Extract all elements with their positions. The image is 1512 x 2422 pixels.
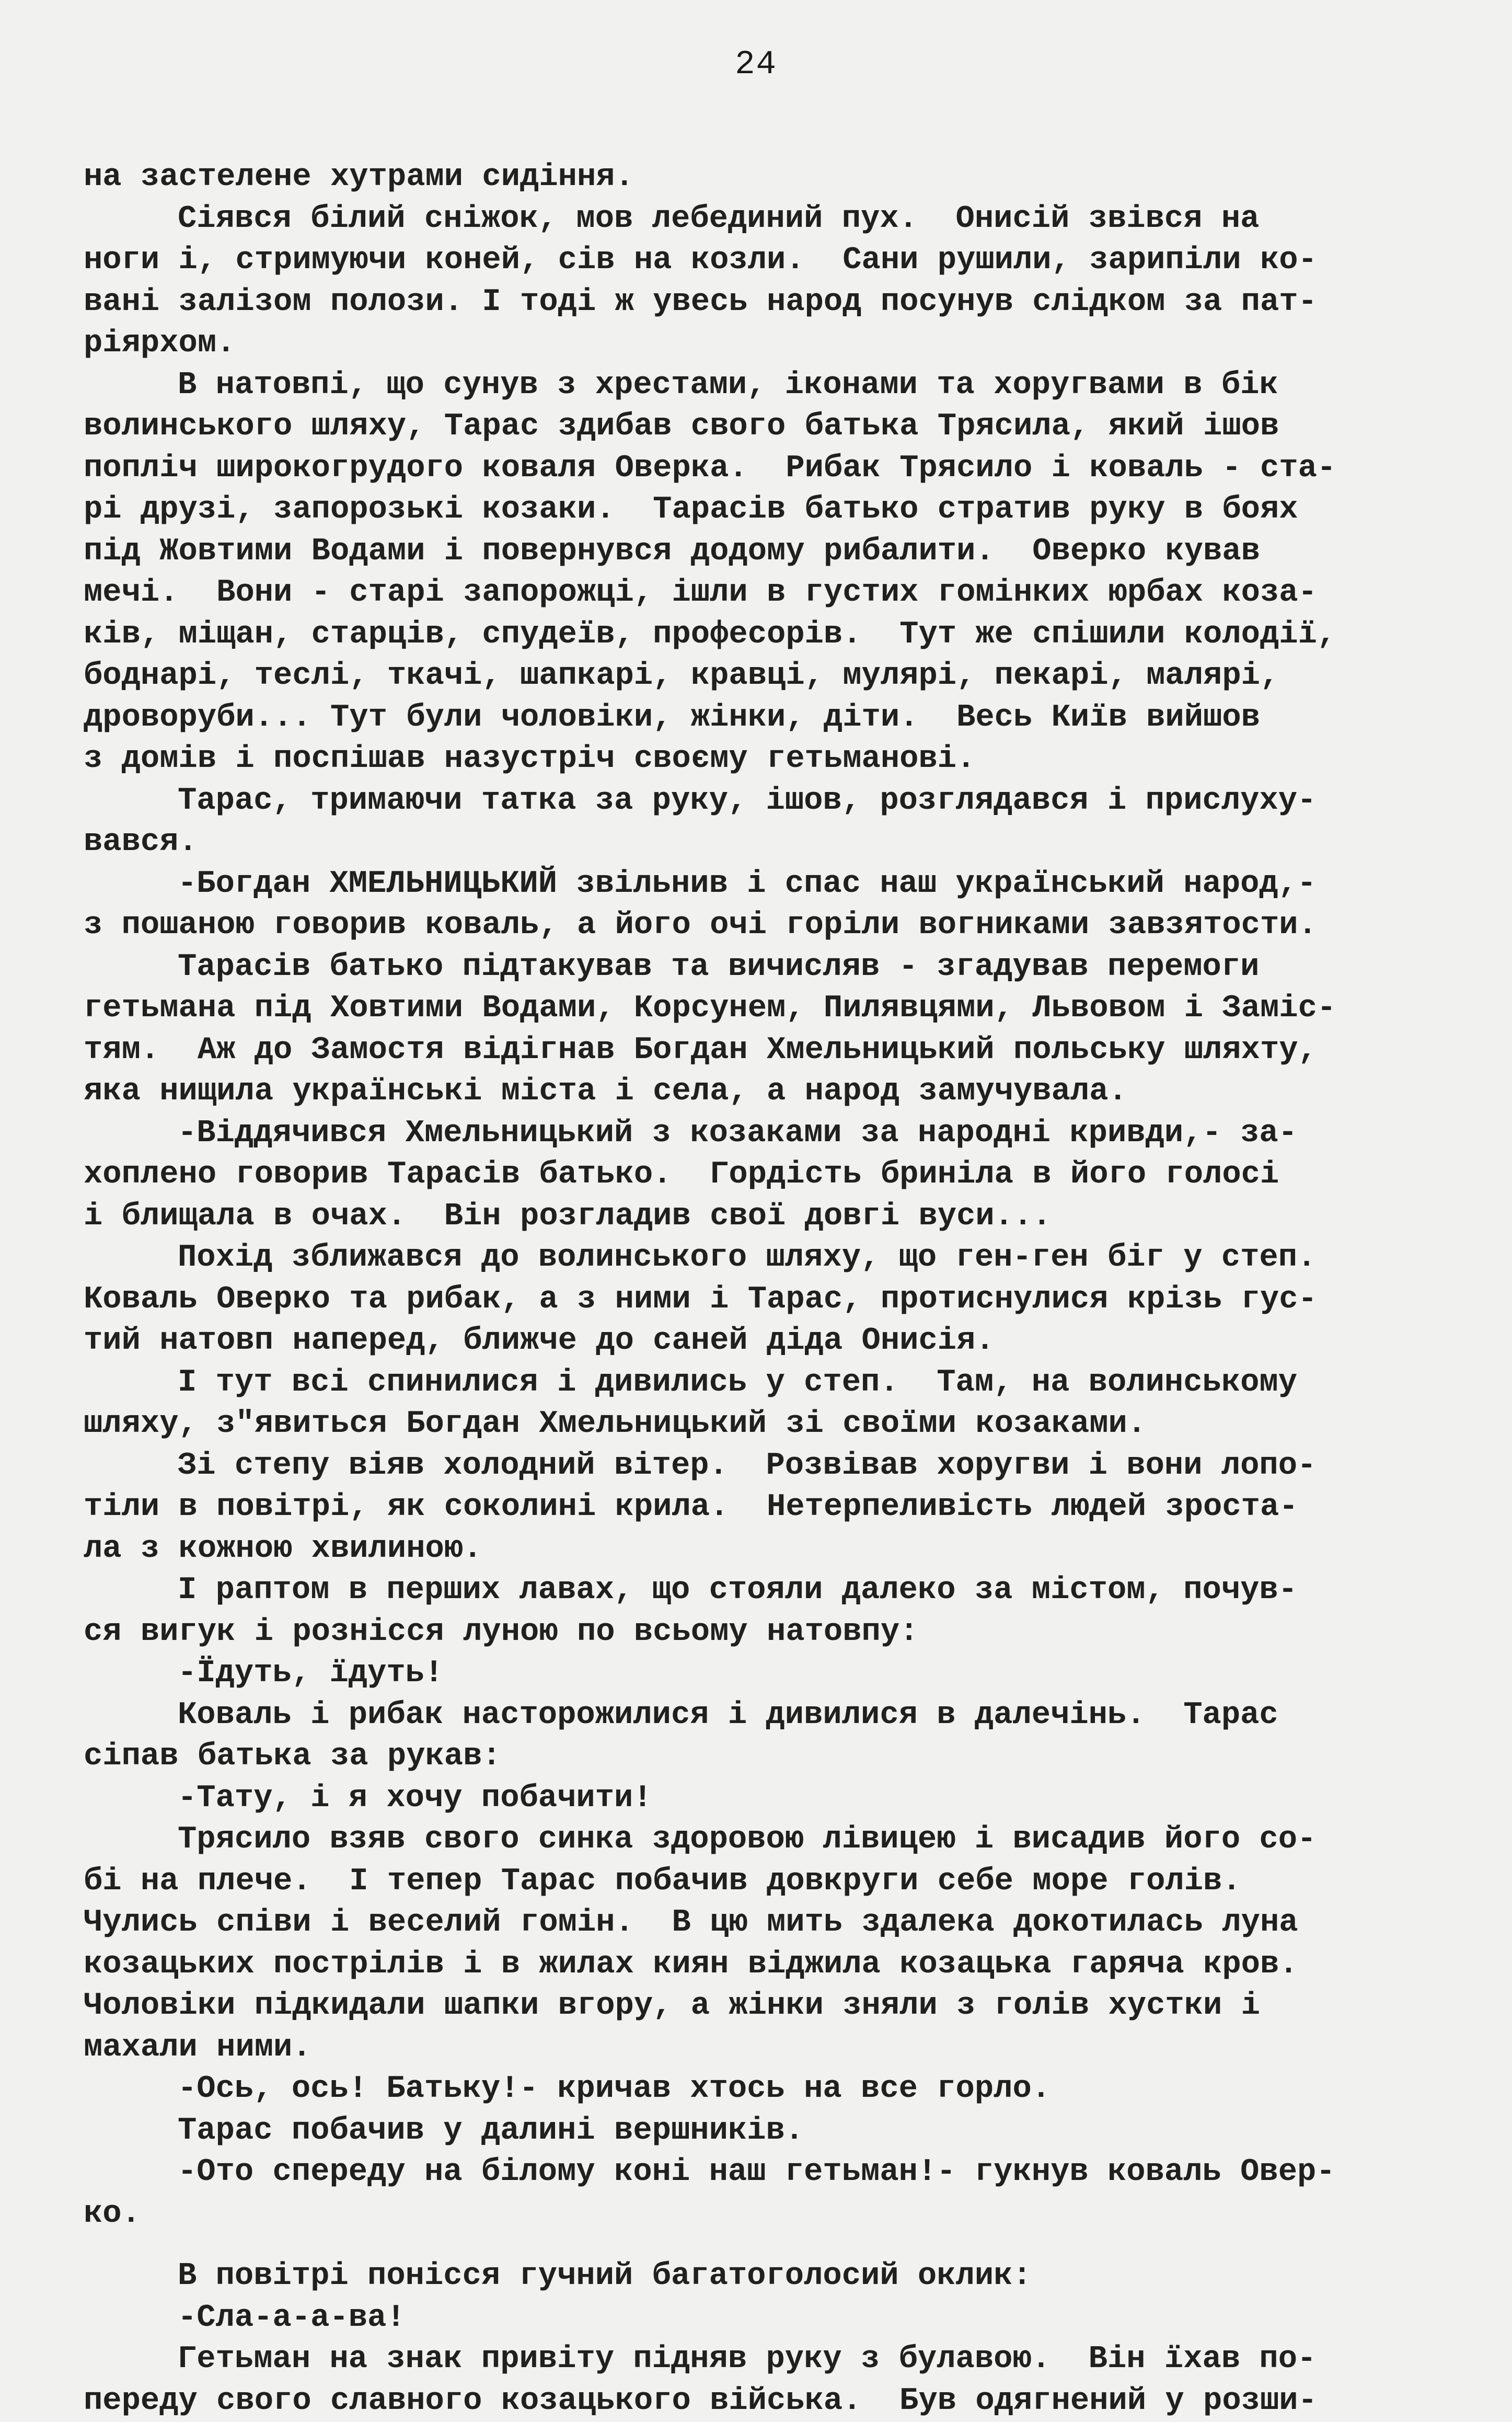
text-line: Тарас побачив у далині вершників. — [84, 2110, 1453, 2152]
text-line: ко. — [84, 2194, 1453, 2235]
text-line: Коваль Оверко та рибак, а з ними і Тарас, протиснулися крізь гус- — [84, 1279, 1453, 1321]
text-line: Гетьман на знак привіту підняв руку з булавою. Він їхав по- — [84, 2339, 1453, 2381]
text-line: бі на плече. І тепер Тарас побачив довкруги себе море голів. — [84, 1861, 1453, 1903]
text-line: яка нищила українські міста і села, а народ замучувала. — [84, 1071, 1453, 1113]
text-line: -Ось, ось! Батьку!- кричав хтось на все горло. — [84, 2069, 1453, 2110]
text-line: Сіявся білий сніжок, мов лебединий пух. Онисій звівся на — [84, 199, 1453, 240]
text-line: вався. — [84, 822, 1453, 864]
text-line: волинського шляху, Тарас здибав свого батька Трясила, який ішов — [84, 406, 1453, 448]
text-line: тіли в повітрі, як соколині крила. Нетерпеливість людей зроста- — [84, 1487, 1453, 1529]
text-line: Похід зближався до волинського шляху, що ген-ген біг у степ. — [84, 1237, 1453, 1279]
text-line: сіпав батька за рукав: — [84, 1736, 1453, 1778]
text-line: гетьмана під Ховтими Водами, Корсунем, Пилявцями, Львовом і Заміс- — [84, 988, 1453, 1030]
text-line: Коваль і рибак насторожилися і дивилися в далечінь. Тарас — [84, 1695, 1453, 1737]
page-number: 24 — [0, 46, 1512, 84]
text-line: і блищала в очах. Він розгладив свої довгі вуси... — [84, 1196, 1453, 1238]
text-line: боднарі, теслі, ткачі, шапкарі, кравці, мулярі, пекарі, малярі, — [84, 656, 1453, 697]
text-line: на застелене хутрами сидіння. — [84, 157, 1453, 199]
text-line: -Їдуть, їдуть! — [84, 1653, 1453, 1695]
text-line: ноги і, стримуючи коней, сів на козли. Сани рушили, зарипіли ко- — [84, 240, 1453, 282]
text-line: -Тату, і я хочу побачити! — [84, 1778, 1453, 1820]
text-line: дроворуби... Тут були чоловіки, жінки, діти. Весь Київ вийшов — [84, 697, 1453, 739]
text-line: під Жовтими Водами і повернувся додому рибалити. Оверко кував — [84, 531, 1453, 573]
text-line: ся вигук і рознісся луною по всьому натовпу: — [84, 1612, 1453, 1654]
text-line: з пошаною говорив коваль, а його очі горіли вогниками завзятости. — [84, 905, 1453, 947]
text-line: -Сла-а-а-ва! — [84, 2298, 1453, 2339]
document-body — [84, 157, 1453, 2422]
text-line: з домів і поспішав назустріч своєму гетьманові. — [84, 739, 1453, 780]
text-line: рі друзі, запорозькі козаки. Тарасів батько стратив руку в боях — [84, 489, 1453, 531]
text-line: попліч широкогрудого коваля Оверка. Рибак Трясило і коваль - ста- — [84, 448, 1453, 490]
text-line: -Віддячився Хмельницький з козаками за народні кривди,- за- — [84, 1113, 1453, 1155]
text-line: мечі. Вони - старі запорожці, ішли в густих гомінких юрбах коза- — [84, 572, 1453, 614]
text-line: ріярхом. — [84, 323, 1453, 365]
text-line: Чулись співи і веселий гомін. В цю мить здалека докотилась луна — [84, 1902, 1453, 1944]
text-line: Трясило взяв свого синка здоровою лівицею і висадив його со- — [84, 1819, 1453, 1861]
text-line: Тарасів батько підтакував та вичисляв - згадував перемоги — [84, 947, 1453, 989]
text-line: махали ними. — [84, 2027, 1453, 2069]
text-line: І раптом в перших лавах, що стояли далеко за містом, почув- — [84, 1570, 1453, 1612]
text-line: Зі степу віяв холодний вітер. Розвівав хоругви і вони лопо- — [84, 1445, 1453, 1487]
text-line: вані залізом полози. І тоді ж увесь народ посунув слідком за пат- — [84, 282, 1453, 324]
text-line: Чоловіки підкидали шапки вгору, а жінки зняли з голів хустки і — [84, 1985, 1453, 2027]
text-line: ла з кожною хвилиною. — [84, 1529, 1453, 1570]
text-line: -Богдан ХМЕЛЬНИЦЬКИЙ звільнив і спас наш український народ,- — [84, 864, 1453, 905]
text-line: козацьких пострілів і в жилах киян віджила козацька гаряча кров. — [84, 1944, 1453, 1986]
text-line: -Ото спереду на білому коні наш гетьман!- гукнув коваль Овер- — [84, 2152, 1453, 2194]
text-line: шляху, з"явиться Богдан Хмельницький зі своїми козаками. — [84, 1404, 1453, 1445]
text-line: Тарас, тримаючи татка за руку, ішов, розглядався і прислуху- — [84, 780, 1453, 822]
text-line: тий натовп наперед, ближче до саней діда Онисія. — [84, 1321, 1453, 1362]
text-line: В повітрі понісся гучний багатоголосий оклик: — [84, 2256, 1453, 2298]
text-line: І тут всі спинилися і дивились у степ. Там, на волинському — [84, 1362, 1453, 1404]
text-line: В натовпі, що сунув з хрестами, іконами та хоругвами в бік — [84, 365, 1453, 407]
text-line: хоплено говорив Тарасів батько. Гордість бриніла в його голосі — [84, 1154, 1453, 1196]
text-line: ків, міщан, старців, спудеїв, професорів. Тут же спішили колодії, — [84, 614, 1453, 656]
text-line: тям. Аж до Замостя відігнав Богдан Хмельницький польську шляхту, — [84, 1030, 1453, 1072]
text-line: переду свого славного козацького війська. Був одягнений у розши- — [84, 2381, 1453, 2422]
paragraph-gap — [84, 2235, 1453, 2256]
